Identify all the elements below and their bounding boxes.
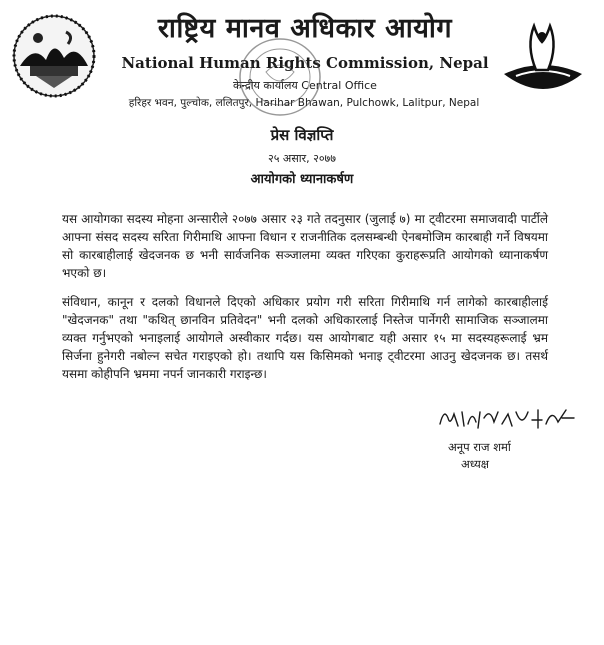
document-subject: आयोगको ध्यानाकर्षण: [250, 172, 354, 187]
body-paragraph: संविधान, कानून र दलको विधानले दिएको अधिकार प्रयोग गरी सरिता गिरीमाथि गर्न लागेको कारबाहीलाई "खेदजनक" तथा "कथित् छानविन प्रतिवेदन" भनी दलको अधिकारलाई निस्तेज पार्नेगरी सामाजिक सञ्जालमा व्यक्त गर्नुभएको भनाइलाई आयोगले अस्वीकार गर्दछ। यस आयोगबाट यही असार १५ मा सदस्यहरूलाई भ्रम सिर्जना हुनेगरी नबोल्न सचेत गराइएको हो। तथापि यस किसिमको भनाइ ट्वीटरमा आउनु खेदजनक छ। तसर्थ यसमा कोहीपनि भ्रममा नपर्न जानकारी गराइन्छ।: [62, 295, 548, 381]
body-paragraph: यस आयोगका सदस्य मोहना अन्सारीले २०७७ असार २३ गते तदनुसार (जुलाई ७) मा ट्वीटरमा समाजवादी पार्टीले आफ्ना संसद सदस्य सरिता गिरीमाथि आफ्ना विधान र राजनीतिक दलसम्बन्धी ऐनबमोजिम कारबाही गर्ने विषयमा सो कारबाहीलाई खेदजनक छ भनी सार्वजनिक सञ्जालमा व्यक्त गरिएका कुराहरूप्रति आयोगको ध्यानाकर्षण भएको छ।: [62, 212, 548, 280]
letterhead-title-english: National Human Rights Commission, Nepal: [121, 54, 489, 72]
press-release-heading: प्रेस विज्ञप्ति: [270, 126, 334, 144]
nepal-emblem-icon: [12, 14, 96, 98]
office-english: Central Office: [301, 79, 377, 92]
signatory-designation: अध्यक्ष: [461, 457, 490, 471]
address-nepali: हरिहर भवन, पुल्चोक, ललितपुर,: [128, 97, 253, 109]
document-date: २५ असार, २०७७: [268, 152, 336, 165]
signatory-name: अनूप राज शर्मा: [448, 440, 511, 454]
handwritten-signature: [438, 404, 578, 432]
office-seal-stamp: [232, 32, 328, 122]
nhrc-logo-icon: [498, 16, 588, 106]
letterhead-title-nepali: राष्ट्रिय मानव अधिकार आयोग: [157, 13, 453, 44]
office-nepali: केन्द्रीय कार्यालय: [233, 79, 298, 92]
address-english: Harihar Bhawan, Pulchowk, Lalitpur, Nepal: [255, 97, 480, 109]
